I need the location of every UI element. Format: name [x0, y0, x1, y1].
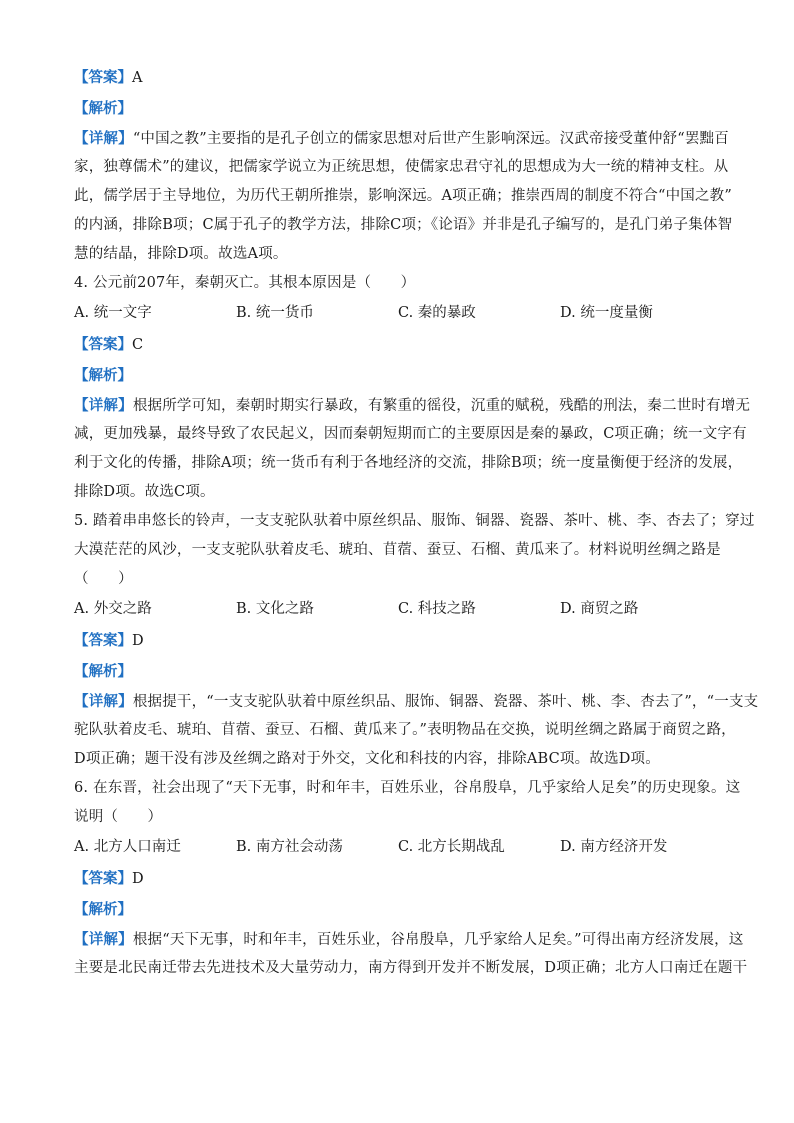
detail-label: 【详解】	[74, 931, 133, 948]
answer-row	[74, 863, 724, 894]
detail-block	[74, 124, 733, 269]
question-stem: 4. 公元前207年，秦朝灭亡。其根本原因是（ ）	[74, 275, 416, 291]
question-stem: 5. 踏着串串悠长的铃声，一支支驼队驮着中原丝织品、服饰、铜器、瓷器、茶叶、桃、李、杏去了；穿过	[74, 513, 755, 529]
analysis-row	[74, 894, 724, 925]
answer-row	[74, 329, 724, 360]
question-stem: 6. 在东晋，社会出现了“天下无事，时和年丰，百姓乐业，谷帛殷阜，几乎家给人足矣”的历史现象。这	[74, 780, 741, 796]
detail-label: 【详解】	[74, 397, 133, 414]
option-b: B. 文化之路	[236, 601, 314, 617]
question-5-options	[74, 594, 724, 625]
question-stem: （ ）	[74, 571, 133, 587]
document-page	[74, 62, 759, 983]
detail-line: 主要是北民南迁带去先进技术及大量劳动力，南方得到开发并不断发展，D项正确；北方人口南迁在题干	[74, 960, 748, 976]
option-a: A. 统一文字	[74, 305, 152, 321]
answer-row	[74, 62, 724, 93]
option-d: D. 南方经济开发	[560, 839, 668, 855]
analysis-label: 【解析】	[74, 367, 132, 384]
detail-block	[74, 925, 748, 983]
detail-line: 【详解】“中国之教”主要指的是孔子创立的儒家思想对后世产生影响深远。汉武帝接受董仲舒“罢黜百	[74, 130, 729, 147]
detail-line: 利于文化的传播，排除A项；统一货币有利于各地经济的交流，排除B项；统一度量衡便于经济的发展，	[74, 455, 743, 471]
question-4	[74, 269, 724, 298]
option-b: B. 统一货币	[236, 305, 314, 321]
question-6-options	[74, 832, 724, 863]
question-5	[74, 507, 755, 594]
detail-line: 【详解】根据所学可知，秦朝时期实行暴政，有繁重的徭役，沉重的赋税，残酷的刑法，秦二世时有增无	[74, 397, 751, 414]
option-c: C. 北方长期战乱	[398, 839, 505, 855]
analysis-label: 【解析】	[74, 100, 132, 117]
detail-line: 慧的结晶，排除D项。故选A项。	[74, 246, 288, 262]
option-a: A. 北方人口南迁	[74, 839, 181, 855]
option-b: B. 南方社会动荡	[236, 839, 343, 855]
detail-line: 的内涵，排除B项；C属于孔子的教学方法，排除C项；《论语》并非是孔子编写的，是孔门弟子集体智	[74, 217, 733, 233]
answer-label: 【答案】	[74, 870, 132, 887]
detail-block	[74, 391, 751, 507]
question-stem: 说明（ ）	[74, 809, 163, 825]
analysis-row	[74, 656, 724, 687]
detail-line: 此，儒学居于主导地位，为历代王朝所推崇，影响深远。A项正确；推崇西周的制度不符合“中国之教”	[74, 188, 732, 204]
answer-value: C	[132, 337, 144, 353]
option-c: C. 科技之路	[398, 601, 476, 617]
answer-label: 【答案】	[74, 336, 132, 353]
answer-value: D	[132, 871, 144, 887]
answer-row	[74, 625, 724, 656]
detail-line: 减，更加残暴，最终导致了农民起义，因而秦朝短期而亡的主要原因是秦的暴政，C项正确；统一文字有	[74, 426, 747, 442]
option-c: C. 秦的暴政	[398, 305, 476, 321]
analysis-row	[74, 360, 724, 391]
detail-line: 排除D项。故选C项。	[74, 484, 215, 500]
detail-label: 【详解】	[74, 130, 133, 147]
detail-line: 家，独尊儒术”的建议，把儒家学说立为正统思想，使儒家忠君守礼的思想成为大一统的精神支柱。从	[74, 159, 729, 175]
question-4-options	[74, 298, 724, 329]
detail-label: 【详解】	[74, 693, 133, 710]
detail-line: 【详解】根据“天下无事，时和年丰，百姓乐业，谷帛殷阜，几乎家给人足矣。”可得出南方经济发展，这	[74, 931, 744, 948]
option-d: D. 统一度量衡	[560, 305, 653, 321]
answer-label: 【答案】	[74, 69, 132, 86]
question-6	[74, 774, 741, 832]
answer-value: A	[132, 70, 143, 86]
detail-line: D项正确；题干没有涉及丝绸之路对于外交，文化和科技的内容，排除ABC项。故选D项。	[74, 751, 660, 767]
answer-value: D	[132, 633, 144, 649]
detail-block	[74, 687, 759, 774]
option-a: A. 外交之路	[74, 601, 152, 617]
detail-line: 【详解】根据提干，“一支支驼队驮着中原丝织品、服饰、铜器、瓷器、茶叶、桃、李、杏去了”，“一支支	[74, 693, 759, 710]
answer-label: 【答案】	[74, 632, 132, 649]
analysis-row	[74, 93, 724, 124]
detail-line: 驼队驮着皮毛、琥珀、苜蓿、蚕豆、石榴、黄瓜来了。”表明物品在交换，说明丝绸之路属于商贸之路，	[74, 722, 736, 738]
analysis-label: 【解析】	[74, 901, 132, 918]
analysis-label: 【解析】	[74, 663, 132, 680]
question-stem: 大漠茫茫的风沙，一支支驼队驮着皮毛、琥珀、苜蓿、蚕豆、石榴、黄瓜来了。材料说明丝绸之路是	[74, 542, 721, 558]
option-d: D. 商贸之路	[560, 601, 639, 617]
